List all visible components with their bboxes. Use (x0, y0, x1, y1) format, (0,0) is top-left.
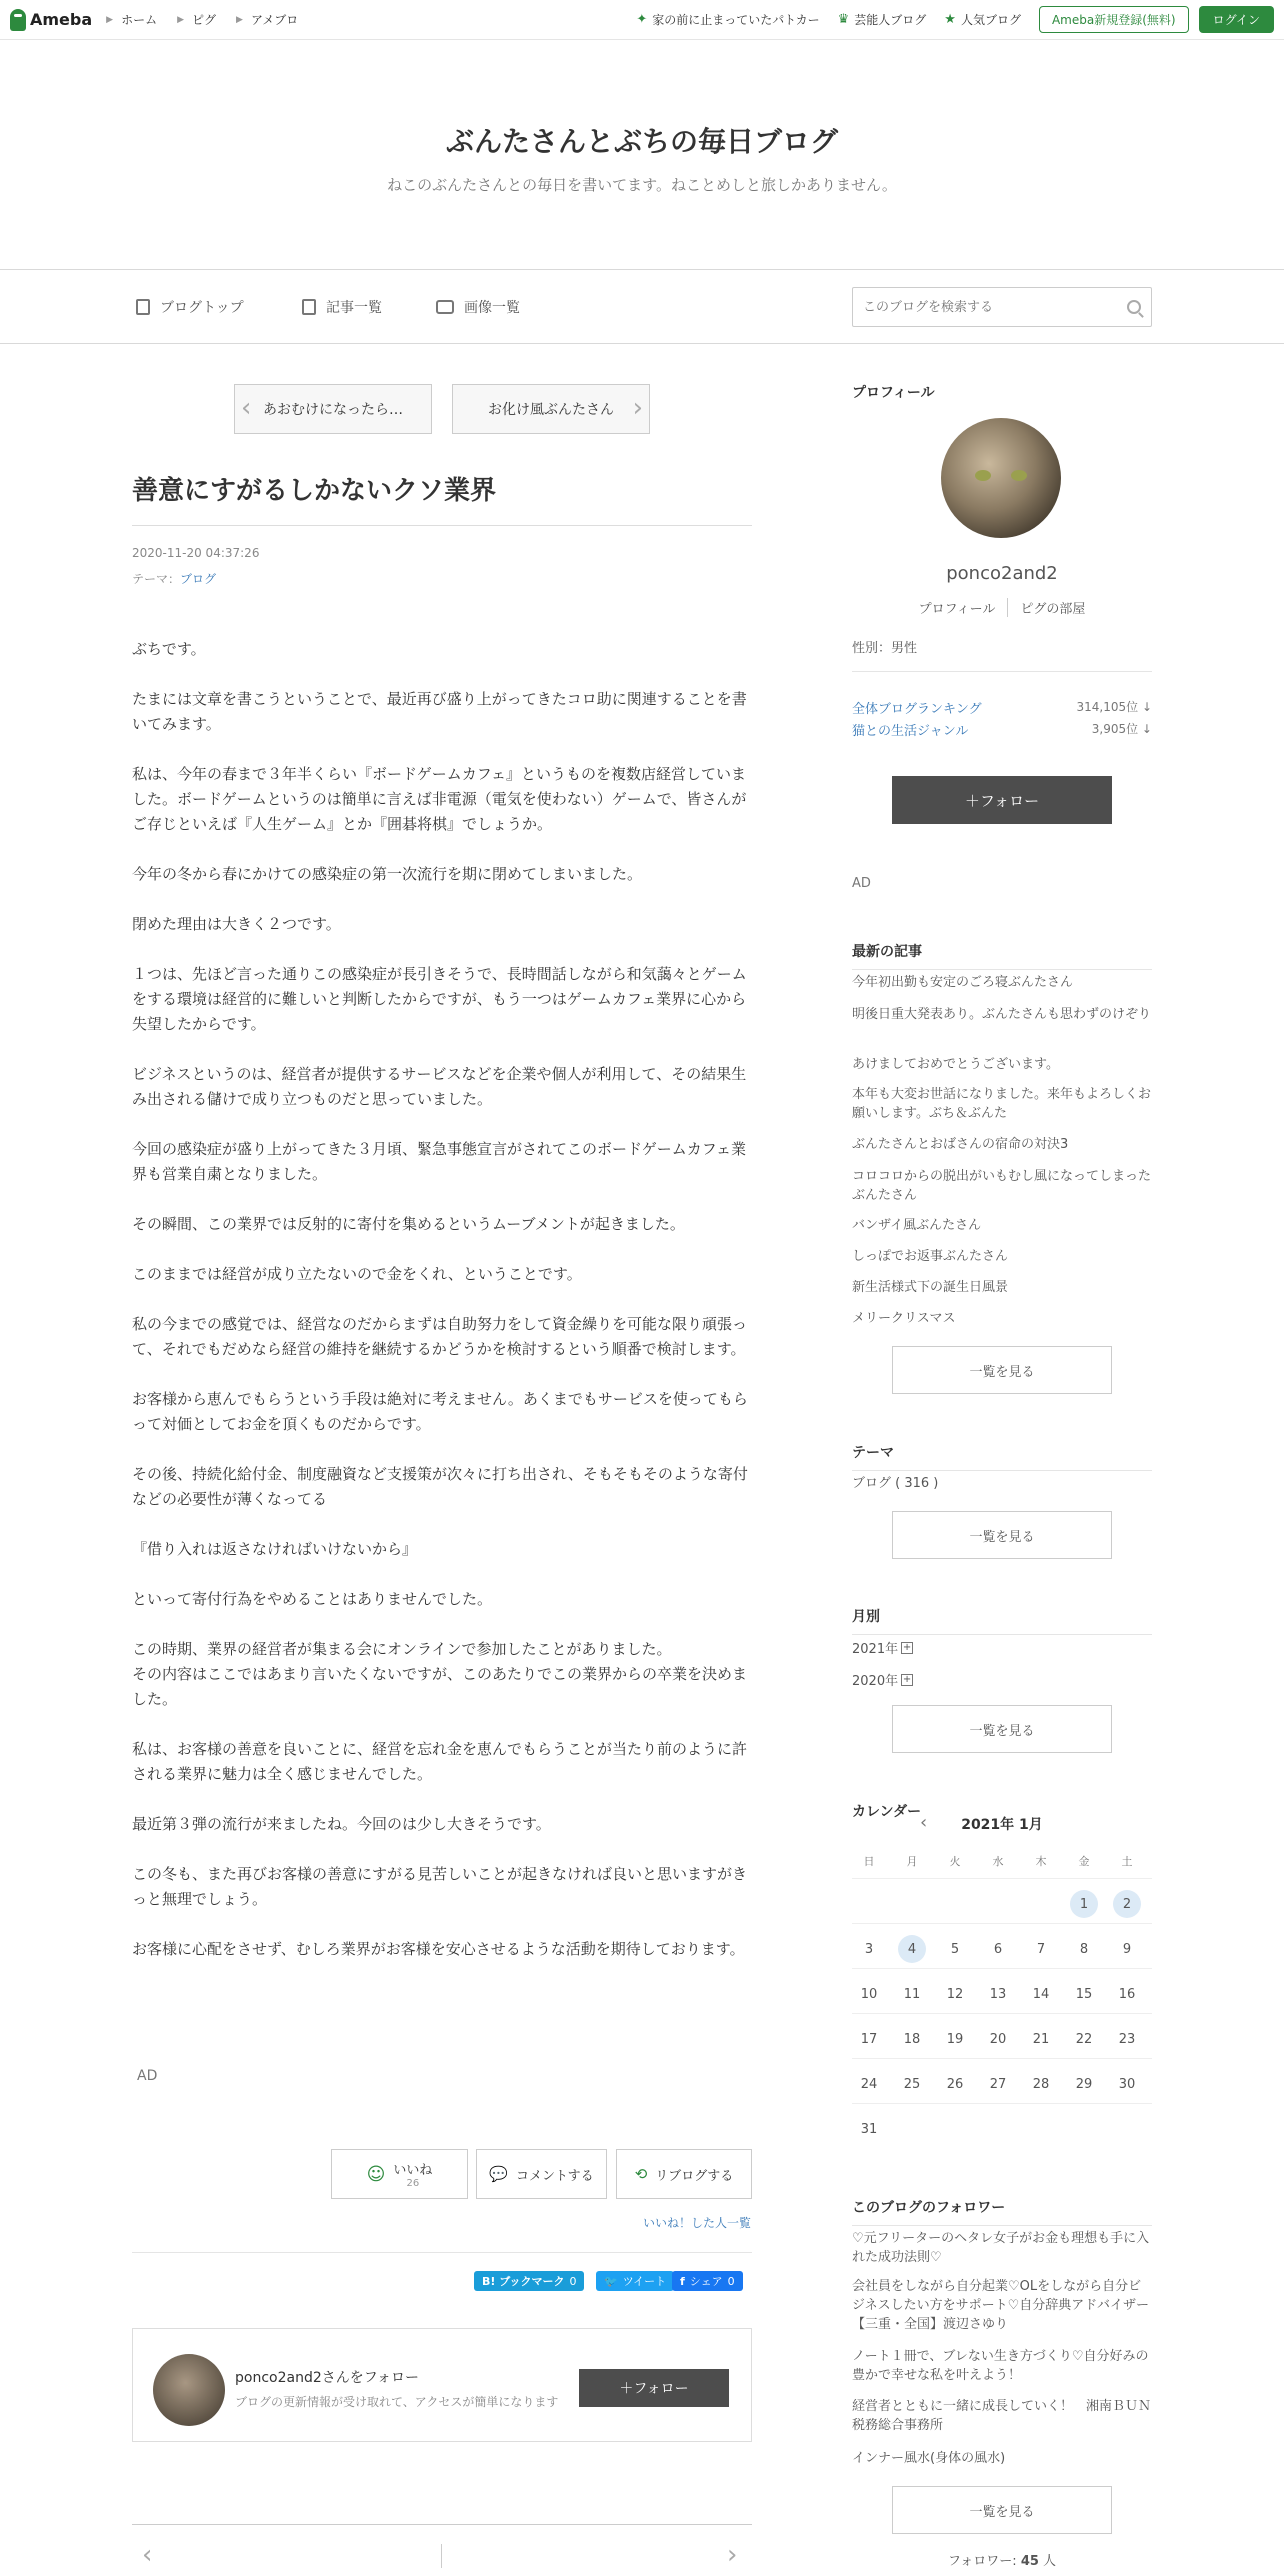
theme-prefix: テーマ： (132, 572, 181, 586)
recent-see-all-button[interactable]: 一覧を見る (892, 1346, 1112, 1394)
calendar-day-label: 30 (1118, 2076, 1136, 2092)
month-item[interactable] (852, 1638, 913, 1657)
weekday-label: 水 (992, 1855, 1004, 1868)
recent-item[interactable]: 今年初出勤も安定のごろ寝ぶんたさん (852, 975, 1074, 990)
calendar-day-label: 9 (1122, 1941, 1132, 1957)
followers-see-all-button[interactable]: 一覧を見る (892, 2486, 1112, 2534)
month-label: 2020年 (852, 1674, 899, 1689)
calendar-day (1067, 2024, 1101, 2054)
blog-search (852, 287, 1152, 327)
followers-section (852, 2197, 1152, 2226)
crumb-home[interactable] (106, 11, 157, 28)
nav-blog-top[interactable] (136, 297, 244, 317)
paragraph: お客様から恵んでもらうという手段は絶対に考えません。あくまでもサービスを使ってもらって対価としてお金を頂くものだからです。 (132, 1390, 748, 1433)
like-button[interactable] (331, 2149, 468, 2199)
blog-header (0, 40, 1284, 270)
copy-icon (302, 299, 316, 315)
weekday-label: 金 (1078, 1855, 1090, 1868)
calendar-day-label: 25 (903, 2076, 921, 2092)
comment-button[interactable] (476, 2149, 607, 2199)
calendar-day (852, 1979, 886, 2009)
recent-heading: 最新の記事 (852, 941, 1152, 970)
next-entry-link[interactable] (452, 384, 650, 434)
calendar-day (852, 1934, 886, 1964)
paragraph: 私は、今年の春まで３年半くらい『ボードゲームカフェ』というものを複数店経営していました。ボードゲームというのは簡単に言えば非電源（電気を使わない）ゲームで、皆さんがご存じといえば『人生ゲーム』とか『囲碁将棋』でしょうか。 (132, 765, 747, 833)
weekday-label: 土 (1121, 1855, 1133, 1868)
nav-entry-list[interactable] (302, 297, 382, 317)
calendar-day-label: 16 (1118, 1986, 1136, 2002)
paragraph: この時期、業界の経営者が集まる会にオンラインで参加したことがありました。 その内容はここではあまり言いたくないですが、このあたりでこの業界からの卒業を決めました。 (132, 1640, 748, 1708)
calendar-day-label: 15 (1075, 1986, 1093, 2002)
blog-nav (0, 270, 1284, 344)
follower-item[interactable]: インナー風水(身体の風水) (852, 2451, 1006, 2466)
topic-link[interactable] (636, 11, 819, 28)
calendar-day-label: 31 (860, 2121, 878, 2137)
calendar-day (895, 1979, 929, 2009)
search-input[interactable] (863, 300, 1127, 315)
calendar-day (938, 2024, 972, 2054)
weekday-label: 木 (1035, 1855, 1047, 1868)
tweet-button[interactable] (596, 2271, 674, 2291)
calendar-day (981, 2024, 1015, 2054)
paragraph: 閉めた理由は大きく２つです。 (132, 915, 341, 933)
calendar-day-label: 6 (993, 1941, 1003, 1957)
entry-theme (132, 570, 752, 587)
follow-box-name: ponco2and2さんをフォロー (235, 2370, 420, 2386)
follower-item[interactable]: 会社員をしながら自分起業♡OLをしながら自分ビジネスしたい方をサポート♡自分辞典アドバイザー【三重・全国】渡辺さゆり (852, 2279, 1150, 2332)
chevron-right-icon[interactable]: › (727, 2540, 738, 2568)
ranking-row (852, 698, 1152, 717)
calendar-day (1024, 1979, 1058, 2009)
like-label: いいね (393, 2163, 433, 2178)
entry-theme-link[interactable]: ブログ (180, 572, 217, 586)
paragraph: この冬も、また再びお客様の善意にすがる見苦しいことが起きなければ良いと思いますがきっと無理でしょう。 (132, 1865, 748, 1908)
paragraph: といって寄付行為をやめることはありませんでした。 (132, 1590, 493, 1608)
calendar-day (852, 2024, 886, 2054)
calendar-day-label: 26 (946, 2076, 964, 2092)
blog-title[interactable]: ぶんたさんとぶちの毎日ブログ (445, 125, 838, 158)
facebook-label: シェア (689, 2275, 723, 2288)
popular-link-label: 人気ブログ (960, 13, 1021, 27)
caret-icon: ▶ (106, 14, 114, 25)
calendar-day (1067, 1934, 1101, 1964)
follower-count-label: フォロワー: (947, 2554, 1017, 2568)
calendar-day (1024, 2024, 1058, 2054)
calendar-day-label: 20 (989, 2031, 1007, 2047)
month-item[interactable] (852, 1670, 913, 1689)
topic-link-label: 家の前に止まっていたパトカー (652, 13, 820, 27)
diamond-icon: ✦ (636, 12, 648, 27)
follower-count (852, 2550, 1152, 2568)
paragraph: 今回の感染症が盛り上がってきた３月頃、緊急事態宣言がされてこのボードゲームカフェ業界も営業自粛となりました。 (132, 1140, 746, 1183)
paragraph: 今年の冬から春にかけての感染症の第一次流行を期に閉めてしまいました。 (132, 865, 643, 883)
calendar-title: 2021年 1月 (961, 1817, 1043, 1833)
calendar-row-divider (852, 1878, 1152, 1879)
avatar[interactable] (941, 418, 1061, 538)
blog-description: ねこのぶんたさんとの毎日を書いてます。ねことめしと旅しかありません。 (387, 176, 897, 194)
profile-links (852, 598, 1152, 617)
calendar-day-label: 19 (946, 2031, 964, 2047)
like-count: 26 (406, 2178, 420, 2189)
chevron-right-icon: › (632, 393, 643, 423)
cat-eye (1011, 470, 1027, 481)
calendar-day (852, 2114, 886, 2144)
paragraph: １つは、先ほど言った通りこの感染症が長引きそうで、長時間話しながら和気藹々とゲームをする環境は経営的に難しいと判断したからですが、もう一つはゲームカフェ業界に心から失望したからです。 (132, 965, 747, 1033)
follow-button[interactable]: ＋フォロー (579, 2369, 729, 2407)
cat-eye (975, 470, 991, 481)
calendar-day-label: 1 (1070, 1890, 1098, 1918)
document-icon (136, 299, 150, 315)
calendar-day-label: 8 (1079, 1941, 1089, 1957)
calendar-day-label: 7 (1036, 1941, 1046, 1957)
twitter-icon: 🐦 (604, 2274, 618, 2288)
calendar-day (1110, 1979, 1144, 2009)
follow-box-sub: ブログの更新情報が受け取れて、アクセスが簡単になります (235, 2395, 559, 2409)
paragraph: 私は、お客様の善意を良いことに、経営を忘れ金を恵んでもらうことが当たり前のように許される業界に魅力は全く感じませんでした。 (132, 1740, 748, 1783)
prev-entry-label: あおむけになったら… (263, 402, 403, 418)
nav-label: 画像一覧 (464, 300, 520, 316)
recent-section (852, 941, 1152, 970)
crumb-pigg[interactable] (177, 11, 216, 28)
follower-item[interactable]: ♡元フリーターのヘタレ女子がお金も理想も手に入れた成功法則♡ (852, 2231, 1150, 2265)
tweet-label: ツイート (622, 2275, 667, 2288)
calendar-day (938, 1979, 972, 2009)
recent-item[interactable]: 本年も大変お世話になりました。来年もよろしくお願いします。ぶち＆ぶんた (852, 1087, 1152, 1121)
recent-item[interactable]: メリークリスマス (852, 1311, 956, 1326)
celebrity-link-label: 芸能人ブログ (854, 13, 927, 27)
paragraph: 私の今までの感覚では、経営なのだからまずは自助努力をして資金繰りを可能な限り頑張って、それでもだめなら経営の維持を継続するかどうかを検討するという順番で検討します。 (132, 1315, 748, 1358)
calendar-day-label: 28 (1032, 2076, 1050, 2092)
month-label: 2021年 (852, 1642, 899, 1657)
calendar-day (938, 1934, 972, 1964)
divider (132, 2524, 752, 2525)
follower-item[interactable]: 経営者とともに一緒に成長していく！ 湘南ＢＵＮ税務総合事務所 (852, 2399, 1152, 2433)
crumb-label: ピグ (192, 13, 217, 27)
nav-image-list[interactable] (436, 297, 520, 317)
crumb-label: ホーム (121, 13, 158, 27)
follow-box (132, 2328, 752, 2442)
recent-item[interactable]: しっぽでお返事ぶんたさん (852, 1249, 1009, 1264)
calendar-day-label: 22 (1075, 2031, 1093, 2047)
crown-icon: ♛ (837, 12, 850, 27)
calendar-day-label: 23 (1118, 2031, 1136, 2047)
profile-heading: プロフィール (852, 385, 935, 401)
calendar-day (1024, 2069, 1058, 2099)
hatena-bookmark-button[interactable] (474, 2271, 584, 2291)
ranking-value: 3,905位 ↓ (1091, 722, 1152, 736)
reblog-button[interactable] (616, 2149, 752, 2199)
divider (132, 2252, 752, 2253)
camera-icon (436, 300, 454, 314)
calendar-day-label: 11 (903, 1986, 921, 2002)
crumb-label: アメブロ (250, 13, 299, 27)
divider (441, 2544, 442, 2568)
expand-icon: + (902, 1673, 912, 1685)
calendar-row-divider (852, 2103, 1152, 2104)
nav-label: ブログトップ (160, 300, 244, 316)
blog-entry (132, 470, 752, 1987)
calendar-day-label: 4 (898, 1935, 926, 1963)
profile-link[interactable]: プロフィール (918, 602, 996, 617)
month-section (852, 1606, 1152, 1635)
paragraph: 『借り入れは返さなければいけないから』 (132, 1540, 418, 1558)
calendar-day[interactable] (895, 1934, 929, 1964)
ranking-row (852, 720, 1152, 739)
profile-gender: 性別：男性 (852, 641, 918, 656)
pigg-room-link[interactable]: ピグの部屋 (1007, 598, 1097, 617)
recent-item[interactable]: あけましておめでとうございます。 (852, 1057, 1059, 1072)
month-heading: 月別 (852, 1606, 1152, 1635)
recent-item[interactable]: バンザイ風ぶんたさん (852, 1218, 982, 1233)
calendar-day (981, 1934, 1015, 1964)
entry-ad-label: AD (137, 2068, 158, 2084)
calendar-day-label: 29 (1075, 2076, 1093, 2092)
calendar-row-divider (852, 1923, 1152, 1924)
calendar-day-label: 10 (860, 1986, 878, 2002)
entry-title: 善意にすがるしかないクソ業界 (132, 470, 752, 526)
calendar-day-label: 17 (860, 2031, 878, 2047)
logo-text: Ameba (30, 10, 93, 29)
divider (852, 671, 1152, 672)
follower-item[interactable]: ノート１冊で、ブレない生き方づくり♡自分好みの豊かで幸せな私を叶えよう！ (852, 2349, 1149, 2383)
chevron-left-icon[interactable]: ‹ (142, 2540, 153, 2568)
search-icon[interactable] (1127, 300, 1141, 314)
crumb-ameblo[interactable] (236, 11, 298, 28)
theme-item[interactable]: ブログ ( 316 ) (852, 1476, 939, 1491)
liked-users-link[interactable]: いいね！した人一覧 (643, 2216, 752, 2230)
sidebar-ad-label: AD (852, 876, 871, 891)
profile-section (852, 382, 1152, 410)
calendar-row-divider (852, 1968, 1152, 1969)
calendar-heading: カレンダー (852, 1804, 922, 1820)
calendar-day-label: 13 (989, 1986, 1007, 2002)
caret-icon: ▶ (236, 14, 243, 25)
theme-section (852, 1442, 1152, 1471)
recent-item[interactable]: ぶんたさんとおばさんの宿命の対決3 (852, 1137, 1069, 1152)
nav-label: 記事一覧 (326, 300, 382, 316)
entry-body (132, 637, 752, 1962)
hatena-count: 0 (569, 2274, 577, 2288)
facebook-icon: f (680, 2274, 685, 2288)
weekday-label: 火 (949, 1855, 961, 1868)
facebook-count: 0 (727, 2274, 735, 2288)
star-icon: ★ (944, 12, 956, 27)
sidebar-follow-button[interactable]: ＋フォロー (892, 776, 1112, 824)
caret-icon: ▶ (177, 14, 185, 25)
smile-icon: ☺ (366, 2163, 386, 2185)
paragraph: 最近第３弾の流行が来ましたね。今回のは少し大きそうです。 (132, 1815, 551, 1833)
entry-date: 2020-11-20 04:37:26 (132, 546, 260, 560)
paragraph: ぶちです。 (132, 640, 206, 658)
celebrity-blog-link[interactable] (838, 11, 927, 28)
chevron-left-icon[interactable]: ‹ (920, 1812, 928, 1833)
calendar-day-label: 14 (1032, 1986, 1050, 2002)
calendar-day-label: 3 (864, 1941, 874, 1957)
calendar-day-label: 24 (860, 2076, 878, 2092)
comment-label: コメントする (516, 2168, 594, 2184)
calendar-day-label: 12 (946, 1986, 964, 2002)
calendar-row-divider (852, 2058, 1152, 2059)
paragraph: その後、持続化給付金、制度融資など支援策が次々に打ち出され、そもそもそのような寄付などの必要性が薄くなってる (132, 1465, 748, 1508)
paragraph: たまには文章を書こうということで、最近再び盛り上がってきたコロ助に関連することを書いてみます。 (132, 690, 747, 733)
ranking-value: 314,105位 ↓ (1076, 700, 1152, 714)
ameba-logo-icon (10, 9, 26, 31)
calendar-day (1110, 2024, 1144, 2054)
calendar-day (895, 2024, 929, 2054)
popular-blog-link[interactable] (944, 11, 1021, 28)
calendar-day-label: 21 (1032, 2031, 1050, 2047)
theme-see-all-button[interactable]: 一覧を見る (892, 1511, 1112, 1559)
facebook-share-button[interactable] (672, 2271, 743, 2291)
login-button[interactable]: ログイン (1199, 6, 1274, 33)
calendar-day-label: 18 (903, 2031, 921, 2047)
calendar-day-label: 5 (950, 1941, 960, 1957)
paragraph: お客様に心配をさせず、むしろ業界がお客様を安心させるような活動を期待しております。 (132, 1940, 745, 1958)
calendar-day[interactable] (1110, 1889, 1144, 1919)
expand-icon: + (902, 1641, 912, 1653)
next-entry-label: お化け風ぶんたさん (488, 402, 614, 418)
register-button[interactable]: Ameba新規登録(無料) (1039, 6, 1189, 33)
paragraph: その瞬間、この業界では反射的に寄付を集めるというムーブメントが起きました。 (132, 1215, 685, 1233)
follower-count-unit: 人 (1043, 2554, 1057, 2568)
ranking-link[interactable]: 猫との生活ジャンル (852, 724, 969, 739)
ameba-logo[interactable] (10, 9, 92, 31)
calendar-day-label: 2 (1113, 1890, 1141, 1918)
recent-item[interactable]: 新生活様式下の誕生日風景 (852, 1280, 1009, 1295)
comment-icon: 💬 (489, 2165, 509, 2183)
calendar-day (981, 1979, 1015, 2009)
calendar-row-divider (852, 2013, 1152, 2014)
calendar-day (1110, 2069, 1144, 2099)
top-bar (0, 0, 1284, 40)
calendar-day (1110, 1934, 1144, 1964)
calendar-day[interactable] (1067, 1889, 1101, 1919)
calendar-day-label: 27 (989, 2076, 1007, 2092)
hatena-label: B! ブックマーク (482, 2275, 565, 2288)
follower-count-value: 45 (1020, 2554, 1039, 2568)
reblog-label: リブログする (655, 2168, 734, 2184)
avatar (153, 2354, 225, 2426)
calendar-day (938, 2069, 972, 2099)
followers-heading: このブログのフォロワー (852, 2197, 1152, 2226)
calendar-day (1067, 2069, 1101, 2099)
paragraph: このままでは経営が成り立たないので金をくれ、ということです。 (132, 1265, 582, 1283)
month-see-all-button[interactable]: 一覧を見る (892, 1705, 1112, 1753)
calendar-day (1067, 1979, 1101, 2009)
paragraph: ビジネスというのは、経営者が提供するサービスなどを企業や個人が利用して、その結果生み出される儲けで成り立つものだと思っていました。 (132, 1065, 747, 1108)
prev-entry-link[interactable] (234, 384, 432, 434)
recent-item[interactable]: 明後日重大発表あり。ぶんたさんも思わずのけぞり (852, 1007, 1152, 1022)
calendar-day (895, 2069, 929, 2099)
weekday-label: 月 (906, 1855, 918, 1868)
theme-heading: テーマ (852, 1442, 1152, 1471)
ranking-link[interactable]: 全体ブログランキング (852, 702, 982, 717)
calendar-day (852, 2069, 886, 2099)
weekday-label: 日 (863, 1855, 875, 1868)
profile-name[interactable]: ponco2and2 (946, 563, 1058, 584)
reblog-icon: ⟲ (634, 2165, 648, 2183)
calendar-day (981, 2069, 1015, 2099)
chevron-left-icon: ‹ (241, 393, 252, 423)
recent-item[interactable]: コロコロからの脱出がいもむし風になってしまったぶんたさん (852, 1169, 1152, 1203)
calendar-day (1024, 1934, 1058, 1964)
